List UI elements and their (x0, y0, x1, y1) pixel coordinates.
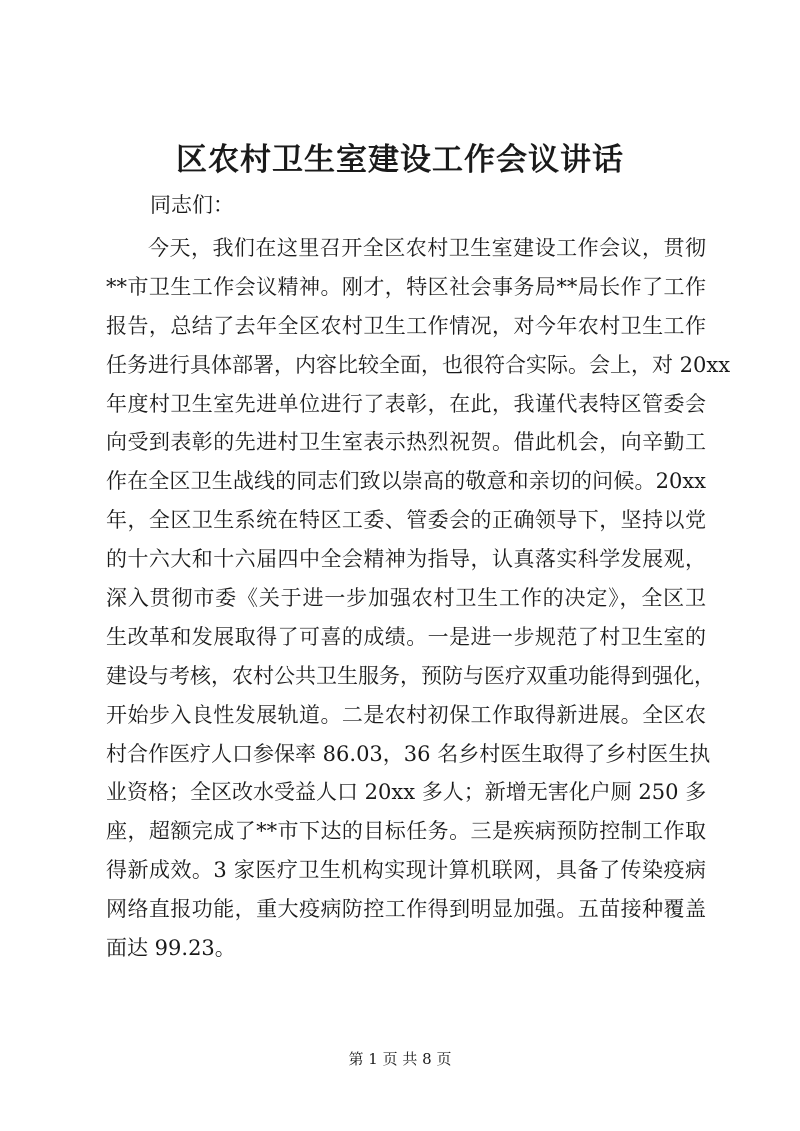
salutation: 同志们： (150, 193, 234, 217)
body-line: 村合作医疗人口参保率 86.03，36 名乡村医生取得了乡村医生执 (106, 741, 711, 766)
body-line: **市卫生工作会议精神。刚才，特区社会事务局**局长作了工作 (106, 274, 706, 299)
body-line: 座，超额完成了**市下达的目标任务。三是疾病预防控制工作取 (106, 819, 706, 844)
body-line: 面达 99.23。 (106, 936, 236, 961)
document-title: 区农村卫生室建设工作会议讲话 (176, 142, 624, 178)
body-line: 网络直报功能，重大疫病防控工作得到明显加强。五苗接种覆盖 (106, 897, 706, 922)
page-number: 第 1 页 共 8 页 (348, 1050, 452, 1068)
body-text (106, 229, 731, 968)
body-line: 得新成效。3 家医疗卫生机构实现计算机联网，具备了传染疫病 (106, 858, 706, 883)
body-line: 向受到表彰的先进村卫生室表示热烈祝贺。借此机会，向辛勤工 (106, 430, 706, 455)
body-line: 今天，我们在这里召开全区农村卫生室建设工作会议，贯彻 (148, 236, 706, 260)
body-line: 的十六大和十六届四中全会精神为指导，认真落实科学发展观， (106, 547, 706, 572)
body-line: 深入贯彻市委《关于进一步加强农村卫生工作的决定》，全区卫 (106, 586, 706, 611)
body-line: 年，全区卫生系统在特区工委、管委会的正确领导下，坚持以党 (106, 508, 706, 533)
body-line: 建设与考核，农村公共卫生服务，预防与医疗双重功能得到强化， (106, 663, 715, 688)
body-line: 年度村卫生室先进单位进行了表彰，在此，我谨代表特区管委会 (106, 391, 706, 416)
body-line: 作在全区卫生战线的同志们致以崇高的敬意和亲切的问候。20xx (106, 469, 706, 494)
body-line: 开始步入良性发展轨道。二是农村初保工作取得新进展。全区农 (106, 702, 706, 727)
body-line: 生改革和发展取得了可喜的成绩。一是进一步规范了村卫生室的 (106, 624, 706, 649)
body-line: 报告，总结了去年全区农村卫生工作情况，对今年农村卫生工作 (106, 313, 706, 338)
body-line: 任务进行具体部署，内容比较全面，也很符合实际。会上，对 20xx (106, 352, 731, 377)
body-line: 业资格；全区改水受益人口 20xx 多人；新增无害化户厕 250 多 (106, 780, 707, 805)
